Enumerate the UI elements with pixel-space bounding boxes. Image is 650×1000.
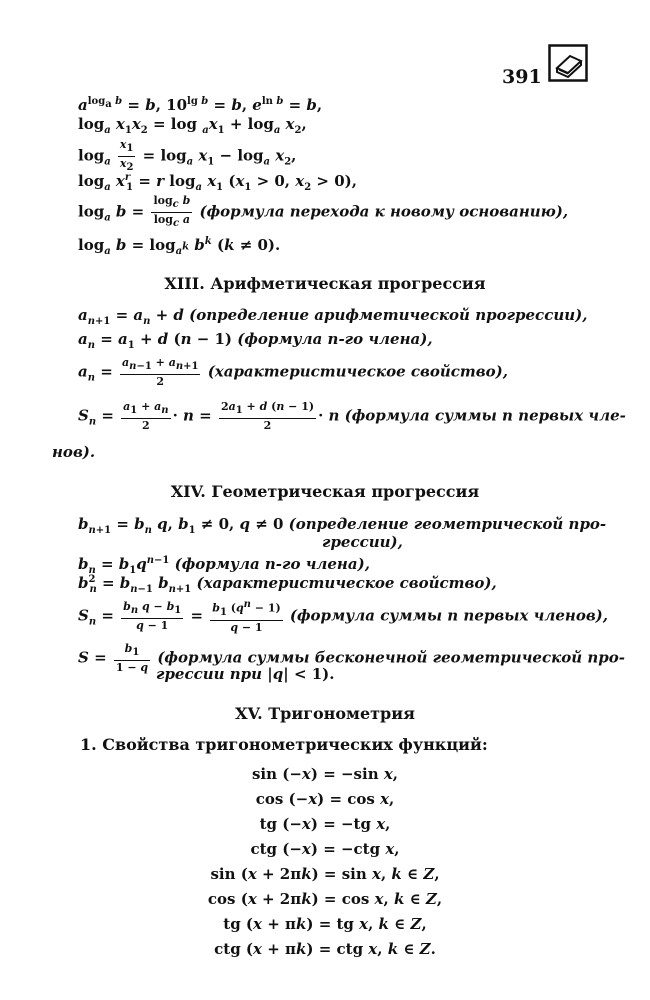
log-product-line: $\log_a x_1x_2 = \log _ax_1 + \log_a x_2$, — [78, 115, 307, 136]
section-heading-geometric: XIV. Геометрическая прогрессия — [170, 482, 480, 501]
geom-characteristic-line: $b^2_n = b_{n-1}$ $b_{n+1}$ (характеристическое свойство), — [78, 574, 497, 595]
log-exponent-line: $\log_a b = \log_{a^k} b^k$ (k ≠ 0). — [78, 236, 281, 257]
geom-sum-line: $S_n$ = $\frac{b_n q - b_1}{q - 1}$ = $\frac{b_1 (q^n - 1)}{q - 1}$ (формула суммы n первых членов), — [78, 599, 609, 634]
log-quotient-line: $\log_a$ $\frac{x_1}{x_2}$ = $\log_a x_1 - \log_a x_2$, — [78, 138, 297, 174]
geom-nth-note: (формула n-го члена), — [174, 555, 370, 573]
arith-nth-note: (формула n-го члена), — [237, 330, 433, 348]
log-power-line: $\log_a x^r_1 = r$ $\log_a x_1$ ($x_1 > 0$, $x_2 > 0$), — [78, 172, 357, 193]
log-change-base-line: $\log_a b$ = $\frac{\log_c b}{\log_c a}$ (формула перехода к новому основанию), — [78, 194, 569, 230]
arith-nth-line: $a_n = a_1 + d$ (n − 1) (формула n-го члена), — [78, 330, 433, 351]
log-identity-line: $a^{log_a b} = b$, $10^{lg b} = b$, $e^{ln b} = b$, — [78, 96, 323, 114]
trig-formula: tg (−x) = −tg x, — [259, 815, 391, 833]
geom-characteristic-note: (характеристическое свойство), — [196, 574, 497, 592]
geom-definition-note-cont — [322, 532, 403, 552]
trig-formula: sin (x + 2πk) = sin x, k ∈ Z, — [210, 865, 440, 883]
trig-formula: ctg (x + πk) = ctg x, k ∈ Z. — [214, 940, 436, 958]
arith-definition-note: (определение арифметической прогрессии), — [189, 306, 588, 324]
geom-nth-line: $b_n = b_1q^{n-1}$ (формула n-го члена), — [78, 555, 370, 576]
trig-subheading: 1. Свойства тригонометрических функций: — [80, 735, 488, 754]
trig-formula: ctg (−x) = −ctg x, — [250, 840, 400, 858]
geom-infinite-note: (формула суммы бесконечной геометрической про- — [157, 648, 626, 667]
arith-sum-line: $S_n$ = $\frac{a_1 + a_n}{2}$ · n = $\frac{2a_1 + d (n - 1)}{2}$ · n (формула суммы n первых чле- — [78, 400, 626, 433]
book-icon — [548, 44, 588, 82]
trig-formula: sin (−x) = −sin x, — [251, 765, 399, 783]
arith-definition-line: $a_{n+1} = a_n + d$ (определение арифметической прогрессии), — [78, 306, 588, 327]
section-heading-arithmetic: XIII. Арифметическая прогрессия — [164, 274, 486, 293]
trig-formula: tg (x + πk) = tg x, k ∈ Z, — [223, 915, 427, 933]
change-base-note: (формула перехода к новому основанию), — [199, 202, 569, 221]
geom-definition-line: $b_{n+1} = b_n$ q, $b_1 \ne 0$, q ≠ 0 (определение геометрической про- — [78, 515, 607, 536]
page-number: 391 — [502, 66, 542, 88]
arith-characteristic-line: $a_n$ = $\frac{a_{n-1} + a_{n+1}}{2}$ (характеристическое свойство), — [78, 356, 508, 389]
trig-formula: cos (−x) = cos x, — [255, 790, 395, 808]
geom-definition-note-cont-text: грессии), — [322, 533, 403, 551]
geom-definition-note: (определение геометрической про- — [288, 515, 607, 533]
section-heading-trig: XV. Тригонометрия — [235, 704, 415, 723]
arith-characteristic-note: (характеристическое свойство), — [207, 362, 508, 381]
trig-formula: cos (x + 2πk) = cos x, k ∈ Z, — [207, 890, 443, 908]
arith-sum-note-cont — [52, 442, 95, 462]
geom-infinite-note-cont-text: грессии при — [156, 665, 263, 683]
geom-infinite-line: S = $\frac{b_1}{1 - q}$ (формула суммы бесконечной геометрической про- — [78, 642, 626, 675]
arith-sum-note-cont-text: нов). — [52, 443, 96, 461]
geom-infinite-note-cont: грессии при |q| < 1). — [156, 665, 335, 683]
geom-sum-note: (формула суммы n первых членов), — [289, 606, 609, 625]
arith-sum-note: (формула суммы n первых чле- — [344, 406, 626, 425]
